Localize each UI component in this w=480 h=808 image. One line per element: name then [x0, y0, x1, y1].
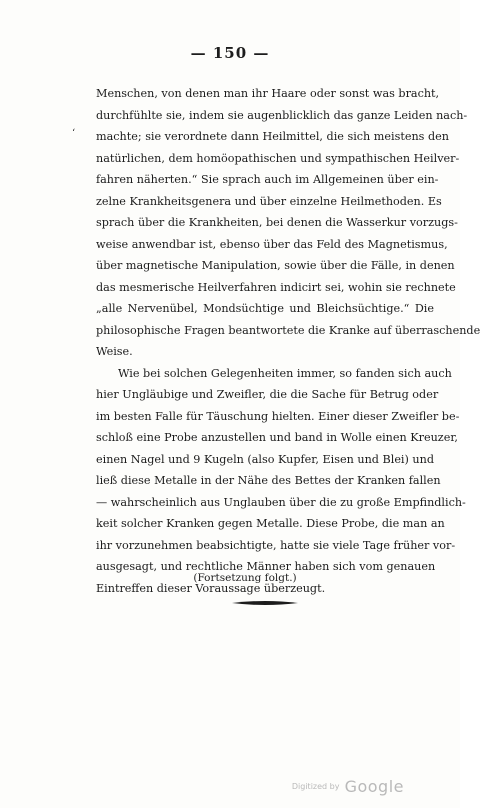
text-line: Menschen, von denen man ihr Haare oder sonst was bracht,	[96, 87, 440, 100]
margin-mark: ‘	[72, 128, 76, 139]
digitized-label: Digitized by	[291, 782, 340, 791]
text-line: durchfühlte sie, indem sie augenblicklich das ganze Leiden nach-	[96, 108, 468, 122]
digitized-credit	[292, 776, 404, 796]
text-line: „alle Nervenübel, Mondsüchtige und Bleichsüchtige.“ Die	[96, 302, 434, 315]
continuation-note: (Fortsetzung folgt.)	[193, 572, 297, 584]
text-line: hier Ungläubige und Zweifler, die die Sache für Betrug oder	[96, 388, 439, 401]
text-line: ihr vorzunehmen beabsichtigte, hatte sie viele Tage früher vor-	[96, 538, 456, 552]
text-line: ließ diese Metalle in der Nähe des Bettes der Kranken fallen	[96, 474, 441, 487]
text-line: Wie bei solchen Gelegenheiten immer, so fanden sich auch	[118, 366, 452, 380]
ornament-divider	[232, 600, 298, 606]
text-line: fahren näherten.“ Sie sprach auch im Allgemeinen über ein-	[96, 173, 439, 186]
text-line: weise anwendbar ist, ebenso über das Feld des Magnetismus,	[96, 237, 448, 251]
text-line: Weise.	[96, 345, 133, 358]
google-logo: Google	[344, 777, 404, 796]
text-line: keit solcher Kranken gegen Metalle. Diese Probe, die man an	[96, 517, 445, 530]
text-line: ausgesagt, und rechtliche Männer haben sich vom genauen	[96, 560, 436, 573]
text-line: zelne Krankheitsgenera und über einzelne Heilmethoden. Es	[96, 194, 442, 208]
body-text	[96, 83, 480, 599]
text-line: natürlichen, dem homöopathischen und sympathischen Heilver-	[96, 151, 460, 165]
text-line: einen Nagel und 9 Kugeln (also Kupfer, Eisen und Blei) und	[96, 452, 435, 466]
text-line: — wahrscheinlich aus Unglauben über die zu große Empfindlich-	[96, 495, 466, 509]
text-line: philosophische Fragen beantwortete die Kranke auf überraschende	[96, 323, 480, 337]
text-line: im besten Falle für Täuschung hielten. Einer dieser Zweifler be-	[96, 409, 460, 423]
text-line: Eintreffen dieser Voraussage überzeugt.	[96, 581, 326, 595]
text-line: über magnetische Manipulation, sowie über die Fälle, in denen	[96, 259, 455, 272]
text-line: schloß eine Probe anzustellen und band in Wolle einen Kreuzer,	[96, 431, 458, 444]
text-line: machte; sie verordnete dann Heilmittel, die sich meistens den	[96, 130, 449, 143]
page-number: — 150 —	[190, 44, 270, 62]
text-line: sprach über die Krankheiten, bei denen die Wasserkur vorzugs-	[96, 216, 458, 229]
text-line: das mesmerische Heilverfahren indicirt sei, wohin sie rechnete	[96, 280, 456, 294]
